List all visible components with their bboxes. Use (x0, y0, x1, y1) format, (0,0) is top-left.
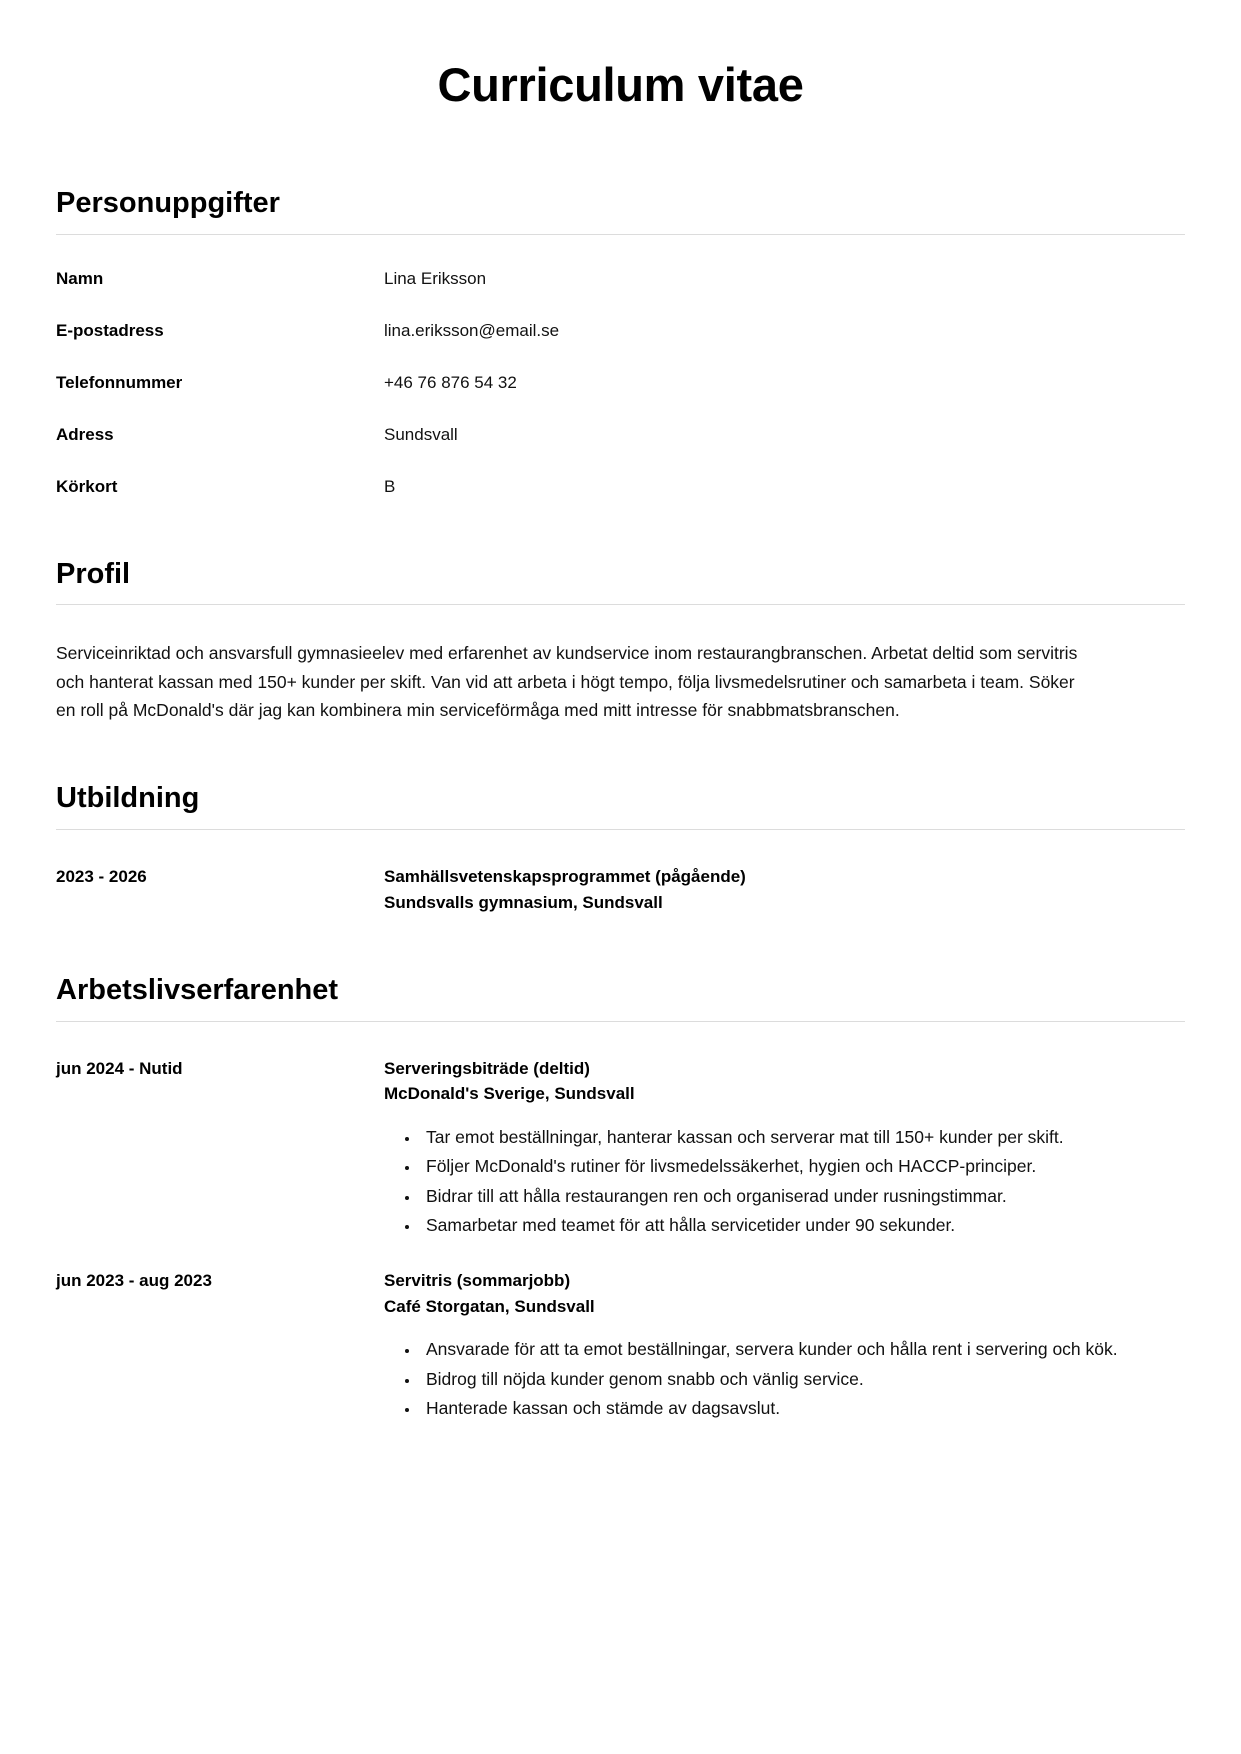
section-heading-experience: Arbetslivserfarenhet (56, 974, 339, 1007)
personal-details-list (56, 268, 1185, 499)
entry-role: Servitris (sommarjobb) (384, 1271, 571, 1291)
entry-bullet-list (384, 1123, 1185, 1239)
detail-label: Telefonnummer (56, 372, 183, 392)
list-item: • Bidrog till nöjda kunder genom snabb och vänlig service. (420, 1365, 1185, 1393)
detail-row-telefonnummer (56, 372, 1185, 395)
experience-entry (56, 1268, 1185, 1423)
detail-value: Lina Eriksson (384, 268, 487, 288)
list-item: • Samarbetar med teamet för att hålla servicetider under 90 sekunder. (420, 1211, 1185, 1239)
page-title: Curriculum vitae (437, 58, 804, 111)
education-section (56, 781, 1185, 915)
section-divider (56, 604, 1185, 605)
detail-value: Sundsvall (384, 424, 458, 444)
detail-row-namn (56, 268, 1185, 291)
section-divider (56, 234, 1185, 235)
section-divider (56, 1021, 1185, 1022)
list-item: • Ansvarade för att ta emot beställningar, servera kunder och hålla rent i servering och kök. (420, 1335, 1185, 1363)
entry-body (384, 1056, 1185, 1240)
section-heading-education: Utbildning (56, 782, 200, 815)
detail-value: +46 76 876 54 32 (384, 372, 517, 392)
entry-organisation: Café Storgatan, Sundsvall (384, 1296, 595, 1316)
profile-paragraph: Serviceinriktad och ansvarsfull gymnasieelev med erfarenhet av kundservice inom restaurangbranschen. Arbetat deltid som servitris och hanterat kassan med 150+ kunder per skift. Van vid att arbeta i högt tempo, följa livsmedelsrutiner och samarbeta i team. Söker en roll på McDonald's där jag kan kombinera min serviceförmåga med mitt intresse för snabbmatsbranschen. (56, 643, 1078, 721)
detail-row-adress (56, 424, 1185, 447)
entry-body (384, 1268, 1185, 1423)
detail-label: Körkort (56, 476, 118, 496)
section-heading-profile: Profil (56, 557, 131, 590)
list-item: • Hanterade kassan och stämde av dagsavslut. (420, 1394, 1185, 1422)
entry-period: jun 2023 - aug 2023 (56, 1271, 212, 1291)
section-divider (56, 829, 1185, 830)
detail-row-epostadress (56, 320, 1185, 343)
list-item: • Tar emot beställningar, hanterar kassan och serverar mat till 150+ kunder per skift. (420, 1123, 1185, 1151)
entry-organisation: McDonald's Sverige, Sundsvall (384, 1084, 635, 1104)
profile-section (56, 557, 1185, 725)
detail-value: lina.eriksson@email.se (384, 320, 560, 340)
experience-section (56, 973, 1185, 1423)
entry-period: jun 2024 - Nutid (56, 1058, 183, 1078)
entry-bullet-list (384, 1335, 1185, 1422)
detail-row-korkort (56, 476, 1185, 499)
experience-entry (56, 1056, 1185, 1240)
entry-role: Samhällsvetenskapsprogrammet (pågående) (384, 867, 746, 887)
section-heading-personal: Personuppgifter (56, 187, 280, 220)
detail-label: Adress (56, 424, 114, 444)
detail-value: B (384, 476, 396, 496)
detail-label: E-postadress (56, 320, 164, 340)
list-item: • Följer McDonald's rutiner för livsmedelssäkerhet, hygien och HACCP-principer. (420, 1152, 1185, 1180)
entry-organisation: Sundsvalls gymnasium, Sundsvall (384, 892, 663, 912)
entry-body (384, 864, 1185, 915)
entry-period: 2023 - 2026 (56, 867, 147, 887)
entry-role: Serveringsbiträde (deltid) (384, 1058, 590, 1078)
personal-details-section (56, 186, 1185, 498)
detail-label: Namn (56, 268, 104, 288)
education-entry (56, 864, 1185, 915)
list-item: • Bidrar till att hålla restaurangen ren och organiserad under rusningstimmar. (420, 1182, 1185, 1210)
